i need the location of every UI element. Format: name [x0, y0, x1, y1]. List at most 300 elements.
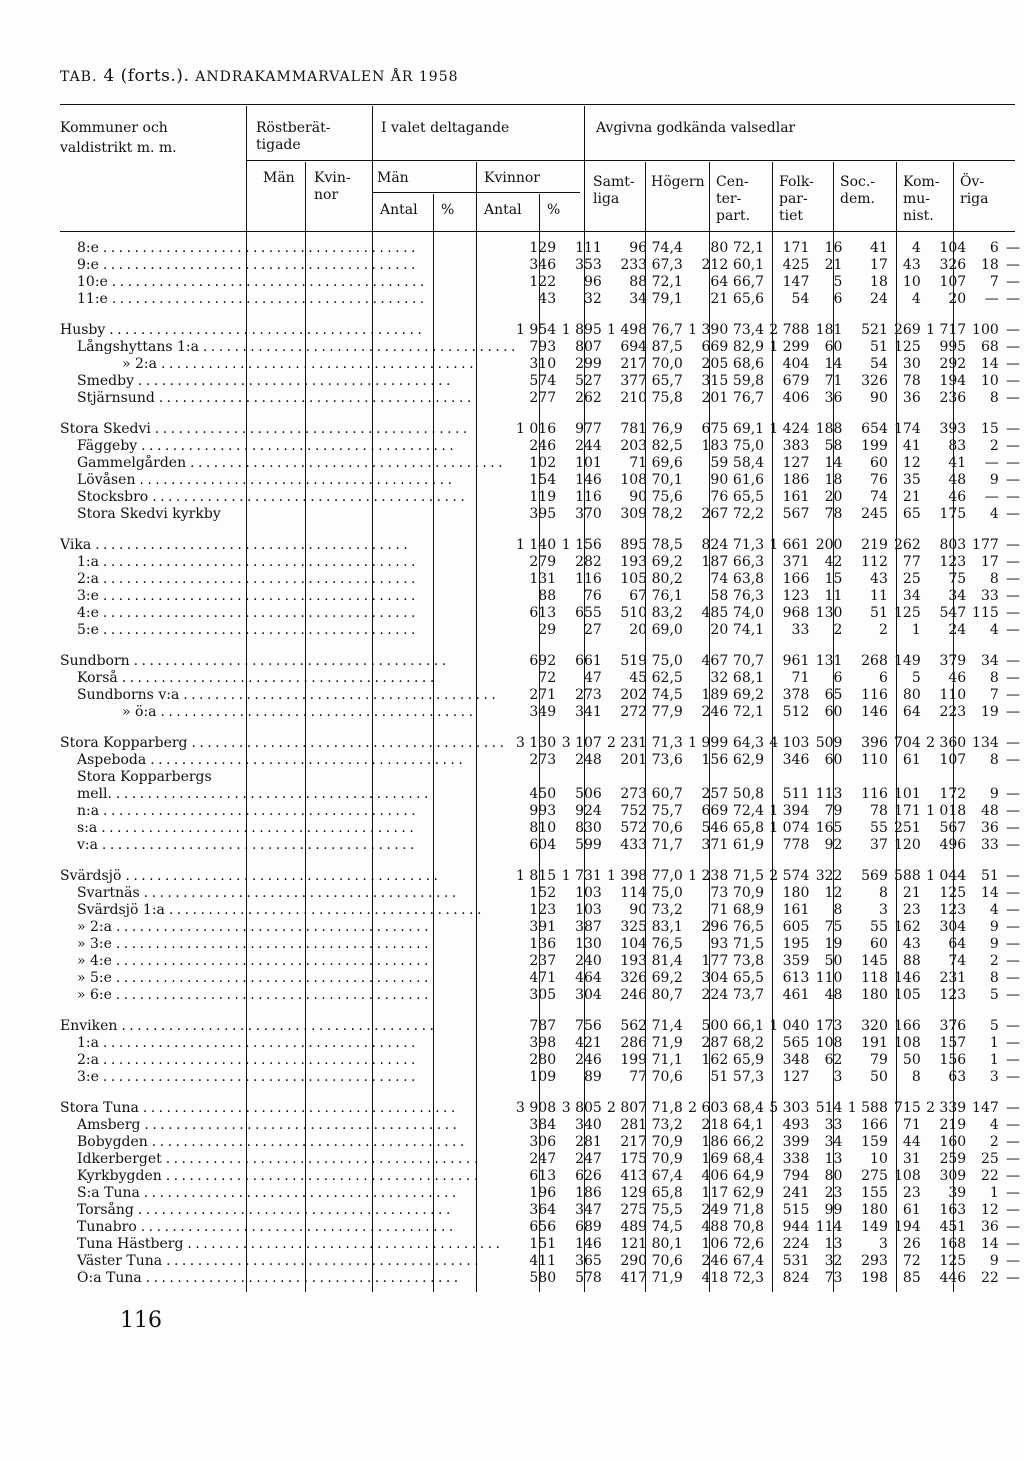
cell-value: —: [1006, 1018, 1020, 1034]
cell-value: 968: [782, 605, 810, 621]
cell-value: 231: [939, 970, 967, 986]
cell-value: 82,9: [732, 339, 765, 355]
cell-value: 793: [529, 339, 557, 355]
cell-value: —: [1006, 987, 1020, 1003]
cell-value: 72,4: [732, 803, 765, 819]
cell-value: 47: [583, 670, 602, 686]
cell-value: —: [1006, 291, 1020, 307]
cell-value: 50: [902, 1052, 921, 1068]
cell-value: 391: [529, 919, 557, 935]
cell-value: 527: [575, 373, 602, 389]
cell-value: 45: [629, 670, 648, 686]
cell-value: 72: [538, 670, 557, 686]
cell-value: 51: [870, 339, 888, 355]
cell-value: 36: [980, 820, 999, 836]
cell-value: 257: [701, 786, 729, 802]
table-row: [60, 1069, 1024, 1086]
table-row: [60, 506, 1024, 523]
cell-value: 8: [989, 390, 999, 406]
row-name: » 3:e . . . . . . . . . . . . . . . . . . . . . . . . . . . . . . . . . . . . . . . .: [77, 936, 428, 952]
cell-value: 65: [824, 687, 843, 703]
cell-value: 72,1: [732, 704, 765, 720]
cell-value: 694: [620, 339, 648, 355]
cell-value: 33: [980, 837, 999, 853]
spacer-cell: [60, 1086, 1024, 1100]
cell-value: 74,1: [732, 622, 765, 638]
cell-value: 12: [902, 455, 921, 471]
table-row: [60, 489, 1024, 506]
cell-value: 76,5: [651, 936, 683, 952]
cell-value: 399: [782, 1134, 810, 1150]
cell-value: 485: [701, 605, 729, 621]
cell-value: 71: [902, 1117, 921, 1133]
cell-value: [768, 769, 813, 786]
cell-value: 110: [861, 752, 888, 768]
dot-leader: . . . . . . . . . . . . . . . . . . . . . . . . . . . . . . . . . . . . . . . .: [179, 687, 496, 703]
cell-value: 60: [870, 455, 888, 471]
cell-value: 578: [575, 1270, 602, 1286]
cell-value: 120: [894, 837, 921, 853]
cell-value: 123: [782, 588, 810, 604]
cell-value: 80,7: [651, 987, 683, 1003]
cell-value: 218: [701, 1117, 729, 1133]
row-name: Väster Tuna . . . . . . . . . . . . . . . . . . . . . . . . . . . . . . . . . . . . . . . .: [77, 1253, 479, 1269]
col-head-soc1: Soc.-: [840, 174, 876, 190]
cell-value: 111: [575, 240, 602, 256]
cell-value: 3: [878, 1236, 888, 1252]
cell-value: 58: [824, 438, 843, 454]
cell-value: 20: [824, 489, 843, 505]
cell-value: —: [984, 455, 999, 471]
dot-leader: . . . . . . . . . . . . . . . . . . . . . . . . . . . . . . . . . . . . . . . .: [98, 240, 415, 256]
cell-value: 157: [939, 1035, 967, 1051]
cell-value: 104: [620, 936, 648, 952]
cell-value: 80: [710, 240, 729, 256]
table-row: [60, 455, 1024, 472]
cell-value: 5: [833, 274, 843, 290]
cell-value: 212: [701, 257, 729, 273]
cell-value: 199: [861, 438, 888, 454]
cell-value: 340: [575, 1117, 602, 1133]
cell-value: 70,0: [651, 356, 683, 372]
cell-value: 433: [620, 837, 648, 853]
cell-value: 547: [939, 605, 967, 621]
cell-value: 287: [701, 1035, 729, 1051]
dot-leader: . . . . . . . . . . . . . . . . . . . . . . . . . . . . . . . . . . . . . . . .: [146, 752, 463, 768]
cell-value: —: [1006, 240, 1020, 256]
row-name: 1:a . . . . . . . . . . . . . . . . . . . . . . . . . . . . . . . . . . . . . . . .: [77, 554, 415, 570]
cell-value: 34: [948, 588, 967, 604]
cell-value: 1: [989, 1035, 999, 1051]
cell-value: 572: [620, 820, 648, 836]
spacer-cell: [60, 523, 1024, 537]
cell-value: —: [1006, 704, 1020, 720]
cell-value: 201: [701, 390, 729, 406]
row-name: Tunabro . . . . . . . . . . . . . . . . . . . . . . . . . . . . . . . . . . . . . . . .: [77, 1219, 453, 1235]
cell-value: 692: [529, 653, 557, 669]
row-name: Svartnäs . . . . . . . . . . . . . . . . . . . . . . . . . . . . . . . . . . . . . . . .: [77, 885, 456, 901]
cell-value: 6: [878, 670, 888, 686]
cell-value: 413: [620, 1168, 648, 1184]
cell-value: 4: [989, 902, 999, 918]
spacer-cell: [60, 854, 1024, 868]
cell-value: 108: [894, 1168, 921, 1184]
cell-value: 80: [902, 687, 921, 703]
dot-leader: . . . . . . . . . . . . . . . . . . . . . . . . . . . . . . . . . . . . . . . .: [139, 885, 456, 901]
table-row: [60, 769, 1024, 786]
dot-leader: . . . . . . . . . . . . . . . . . . . . . . . . . . . . . . . . . . . . . . . .: [135, 472, 452, 488]
cell-value: 75: [824, 919, 843, 935]
cell-value: 15: [824, 571, 843, 587]
cell-value: 371: [782, 554, 810, 570]
cell-value: 75,0: [651, 653, 683, 669]
cell-value: 304: [575, 987, 602, 1003]
cell-value: 77,9: [651, 704, 683, 720]
cell-value: 267: [701, 506, 729, 522]
cell-value: 114: [620, 885, 648, 901]
cell-value: 70,6: [651, 1069, 683, 1085]
cell-value: 20: [629, 622, 648, 638]
table-row: [60, 837, 1024, 854]
row-name: Stora Kopparberg . . . . . . . . . . . . . . . . . . . . . . . . . . . . . . . . . . . . . . . .: [60, 735, 504, 751]
cell-value: 136: [529, 936, 557, 952]
cell-value: 65,6: [732, 291, 765, 307]
cell-value: 756: [575, 1018, 602, 1034]
cell-value: 599: [575, 837, 602, 853]
table-row: [60, 291, 1024, 308]
cell-value: 613: [529, 605, 557, 621]
cell-value: 450: [529, 786, 557, 802]
cell-value: 88: [902, 953, 921, 969]
cell-value: 275: [620, 1202, 648, 1218]
cell-value: 246: [620, 987, 648, 1003]
table-row: [60, 1052, 1024, 1069]
table-row: [60, 687, 1024, 704]
cell-value: 154: [529, 472, 557, 488]
cell-value: 961: [782, 653, 810, 669]
cell-value: 1 390: [688, 322, 729, 338]
table-row: [60, 670, 1024, 687]
cell-value: 290: [620, 1253, 648, 1269]
cell-value: 515: [782, 1202, 810, 1218]
row-name: Svärdsjö . . . . . . . . . . . . . . . . . . . . . . . . . . . . . . . . . . . . . . . .: [60, 868, 438, 884]
cell-value: 43: [538, 291, 557, 307]
cell-value: 77: [902, 554, 921, 570]
cell-value: —: [1006, 820, 1020, 836]
cell-value: 348: [782, 1052, 810, 1068]
table-row: [60, 735, 1024, 752]
cell-value: 1 040: [769, 1018, 810, 1034]
cell-value: 521: [861, 322, 888, 338]
table-row: [60, 1270, 1024, 1287]
cell-value: 219: [861, 537, 888, 553]
cell-value: 689: [575, 1219, 602, 1235]
cell-value: 1 394: [769, 803, 810, 819]
cell-value: 24: [948, 622, 967, 638]
cell-value: —: [1006, 1185, 1020, 1201]
dot-leader: . . . . . . . . . . . . . . . . . . . . . . . . . . . . . . . . . . . . . . . .: [98, 571, 415, 587]
cell-value: 71,8: [732, 1202, 765, 1218]
cell-value: 306: [529, 1134, 557, 1150]
cell-value: 123: [939, 902, 967, 918]
cell-value: —: [1006, 489, 1020, 505]
cell-value: 654: [861, 421, 888, 437]
table-row: [60, 257, 1024, 274]
cell-value: 64,3: [732, 735, 765, 751]
cell-value: 181: [815, 322, 843, 338]
dot-leader: . . . . . . . . . . . . . . . . . . . . . . . . . . . . . . . . . . . . . . . .: [112, 919, 429, 935]
cell-value: 467: [701, 653, 729, 669]
dot-leader: . . . . . . . . . . . . . . . . . . . . . . . . . . . . . . . . . . . . . . . .: [157, 356, 474, 372]
cell-value: 471: [529, 970, 557, 986]
row-name: 2:a . . . . . . . . . . . . . . . . . . . . . . . . . . . . . . . . . . . . . . . .: [77, 571, 415, 587]
cell-value: 794: [782, 1168, 810, 1184]
cell-value: 679: [782, 373, 810, 389]
cell-value: 71,4: [651, 1018, 683, 1034]
table-row: [60, 1035, 1024, 1052]
cell-value: 396: [861, 735, 888, 751]
cell-value: 68,4: [732, 1151, 765, 1167]
cell-value: 613: [782, 970, 810, 986]
cell-value: 76,7: [732, 390, 765, 406]
cell-value: 2 360: [926, 735, 967, 751]
col-head-kommuner: Kommuner och: [60, 120, 168, 136]
cell-value: 101: [894, 786, 921, 802]
cell-value: 1 156: [561, 537, 602, 553]
cell-value: 567: [939, 820, 967, 836]
cell-value: 567: [782, 506, 810, 522]
cell-value: 626: [575, 1168, 602, 1184]
cell-value: 71: [710, 902, 729, 918]
cell-value: 41: [948, 455, 967, 471]
cell-value: 21: [710, 291, 729, 307]
cell-value: 75,6: [651, 489, 683, 505]
cell-value: 546: [701, 820, 729, 836]
cell-value: 514: [815, 1100, 843, 1116]
row-name: Korså . . . . . . . . . . . . . . . . . . . . . . . . . . . . . . . . . . . . . . . .: [77, 670, 434, 686]
cell-value: 233: [620, 257, 648, 273]
cell-value: 36: [902, 390, 921, 406]
cell-value: 281: [575, 1134, 602, 1150]
cell-value: 1 999: [688, 735, 729, 751]
cell-value: 574: [529, 373, 557, 389]
cell-value: 488: [701, 1219, 729, 1235]
cell-value: 1: [989, 1185, 999, 1201]
dot-leader: . . . . . . . . . . . . . . . . . . . . . . . . . . . . . . . . . . . . . . . .: [98, 588, 415, 604]
cell-value: 379: [939, 653, 967, 669]
row-name: Långshyttans 1:a . . . . . . . . . . . . . . . . . . . . . . . . . . . . . . . . . . . . . . . .: [77, 339, 515, 355]
cell-value: 248: [575, 752, 602, 768]
cell-value: 1: [911, 622, 921, 638]
cell-value: 8: [911, 1069, 921, 1085]
cell-value: 299: [575, 356, 602, 372]
cell-value: 147: [782, 274, 810, 290]
heading-text: ANDRAKAMMARVALEN ÅR 1958: [195, 69, 459, 85]
group-spacer: [60, 308, 1024, 322]
cell-value: —: [1006, 390, 1020, 406]
cell-value: 72,1: [651, 274, 683, 290]
cell-value: 60: [824, 752, 843, 768]
table-row: [60, 752, 1024, 769]
row-name: Lövåsen . . . . . . . . . . . . . . . . . . . . . . . . . . . . . . . . . . . . . . . .: [77, 472, 452, 488]
cell-value: 781: [620, 421, 648, 437]
cell-value: 62,5: [651, 670, 683, 686]
spacer-cell: [60, 721, 1024, 735]
cell-value: 69,1: [732, 421, 765, 437]
cell-value: 73: [710, 885, 729, 901]
cell-value: 108: [620, 472, 648, 488]
cell-value: [846, 769, 891, 786]
cell-value: 370: [575, 506, 602, 522]
col-head-pct2: %: [547, 202, 561, 218]
cell-value: 74,0: [732, 605, 765, 621]
row-name: » ö:a . . . . . . . . . . . . . . . . . . . . . . . . . . . . . . . . . . . . . . . .: [122, 704, 473, 720]
cell-value: 68,4: [732, 1100, 765, 1116]
dot-leader: . . . . . . . . . . . . . . . . . . . . . . . . . . . . . . . . . . . . . . . .: [98, 1052, 415, 1068]
cell-value: 1 588: [847, 1100, 888, 1116]
table-row: [60, 421, 1024, 438]
cell-value: 247: [529, 1151, 557, 1167]
cell-value: 64: [710, 274, 729, 290]
cell-value: 168: [939, 1236, 967, 1252]
cell-value: 125: [939, 885, 967, 901]
table-row: [60, 902, 1024, 919]
cell-value: 43: [902, 257, 921, 273]
cell-value: 51: [980, 868, 999, 884]
dot-leader: . . . . . . . . . . . . . . . . . . . . . . . . . . . . . . . . . . . . . . . .: [139, 1185, 456, 1201]
table-row: [60, 1018, 1024, 1035]
dot-leader: . . . . . . . . . . . . . . . . . . . . . . . . . . . . . . . . . . . . . . . .: [161, 1151, 478, 1167]
cell-value: 1 398: [607, 868, 648, 884]
table-row: [60, 885, 1024, 902]
cell-value: 161: [782, 902, 810, 918]
cell-value: 74: [870, 489, 888, 505]
cell-value: 9: [989, 1253, 999, 1269]
cell-value: 281: [620, 1117, 648, 1133]
cell-value: 175: [939, 506, 967, 522]
cell-value: 68,6: [732, 356, 765, 372]
table-row: [60, 704, 1024, 721]
cell-value: 69,2: [651, 554, 683, 570]
dot-leader: . . . . . . . . . . . . . . . . . . . . . . . . . . . . . . . . . . . . . . . .: [147, 1134, 464, 1150]
cell-value: 177: [701, 953, 729, 969]
cell-value: 69,2: [651, 970, 683, 986]
cell-value: 65,8: [651, 1185, 683, 1201]
dot-leader: . . . . . . . . . . . . . . . . . . . . . . . . . . . . . . . . . . . . . . . .: [161, 1168, 478, 1184]
cell-value: 105: [894, 987, 921, 1003]
cell-value: 76: [710, 489, 729, 505]
cell-value: 60: [824, 704, 843, 720]
cell-value: 71,8: [651, 1100, 683, 1116]
col-head-man: Män: [263, 170, 295, 186]
cell-value: 17: [870, 257, 888, 273]
cell-value: 103: [575, 885, 602, 901]
dot-leader: . . . . . . . . . . . . . . . . . . . . . . . . . . . . . . . . . . . . . . . .: [150, 421, 467, 437]
row-name: Sundborn . . . . . . . . . . . . . . . . . . . . . . . . . . . . . . . . . . . . . . . .: [60, 653, 446, 669]
cell-value: —: [1006, 919, 1020, 935]
cell-value: 305: [529, 987, 557, 1003]
cell-value: [560, 769, 606, 786]
tab-label: TAB.: [60, 69, 98, 85]
cell-value: 1 424: [769, 421, 810, 437]
cell-value: 246: [529, 438, 557, 454]
cell-value: 3 130: [516, 735, 557, 751]
cell-value: 130: [575, 936, 602, 952]
cell-value: —: [1006, 537, 1020, 553]
cell-value: 63: [948, 1069, 967, 1085]
cell-value: 993: [529, 803, 557, 819]
cell-value: —: [1006, 1151, 1020, 1167]
cell-value: 21: [824, 257, 843, 273]
cell-value: 194: [894, 1219, 921, 1235]
cell-value: 155: [861, 1185, 888, 1201]
cell-value: 383: [782, 438, 810, 454]
cell-value: 75,8: [651, 390, 683, 406]
dot-leader: . . . . . . . . . . . . . . . . . . . . . . . . . . . . . . . . . . . . . . . .: [111, 786, 428, 802]
cell-value: 65,7: [651, 373, 683, 389]
row-name: Smedby . . . . . . . . . . . . . . . . . . . . . . . . . . . . . . . . . . . . . . . .: [77, 373, 450, 389]
row-name: Bobygden . . . . . . . . . . . . . . . . . . . . . . . . . . . . . . . . . . . . . . . .: [77, 1134, 464, 1150]
cell-value: 205: [701, 356, 729, 372]
col-head-rostber2: tigade: [256, 137, 301, 153]
cell-value: 271: [529, 687, 557, 703]
cell-value: —: [1006, 1134, 1020, 1150]
dot-leader: . . . . . . . . . . . . . . . . . . . . . . . . . . . . . . . . . . . . . . . .: [141, 1270, 458, 1286]
cell-value: 14: [824, 455, 843, 471]
col-head-soc2: dem.: [840, 191, 875, 207]
cell-value: 273: [575, 687, 602, 703]
cell-value: 752: [620, 803, 648, 819]
dot-leader: . . . . . . . . . . . . . . . . . . . . . . . . . . . . . . . . . . . . . . . .: [105, 322, 422, 338]
row-name: 3:e . . . . . . . . . . . . . . . . . . . . . . . . . . . . . . . . . . . . . . . .: [77, 1069, 415, 1085]
table-row: [60, 1100, 1024, 1117]
cell-value: 183: [701, 438, 729, 454]
row-name: 10:e . . . . . . . . . . . . . . . . . . . . . . . . . . . . . . . . . . . . . . . .: [77, 274, 424, 290]
cell-value: 110: [939, 687, 967, 703]
spacer-cell: [60, 407, 1024, 421]
cell-value: 29: [538, 622, 557, 638]
cell-value: 180: [782, 885, 810, 901]
row-name: Ö:a Tuna . . . . . . . . . . . . . . . . . . . . . . . . . . . . . . . . . . . . . . . .: [77, 1270, 458, 1286]
cell-value: 9: [989, 472, 999, 488]
cell-value: 510: [620, 605, 648, 621]
row-name: Stora Skedvi kyrkby: [77, 506, 221, 522]
cell-value: —: [1006, 554, 1020, 570]
col-head-avgivna: Avgivna godkända valsedlar: [596, 120, 796, 136]
cell-value: 146: [575, 1236, 602, 1252]
cell-value: 130: [815, 605, 843, 621]
cell-value: 186: [701, 1134, 729, 1150]
cell-value: 2: [833, 622, 843, 638]
dot-leader: . . . . . . . . . . . . . . . . . . . . . . . . . . . . . . . . . . . . . . . .: [99, 803, 416, 819]
cell-value: 4 103: [769, 735, 810, 751]
cell-value: 90: [629, 902, 648, 918]
cell-value: —: [1006, 953, 1020, 969]
cell-value: 387: [575, 919, 602, 935]
cell-value: 73,2: [651, 1117, 683, 1133]
cell-value: 17: [980, 554, 999, 570]
cell-value: 1 016: [516, 421, 557, 437]
cell-value: —: [1006, 786, 1020, 802]
cell-value: 102: [529, 455, 557, 471]
cell-value: 83: [948, 438, 967, 454]
cell-value: 147: [972, 1100, 999, 1116]
cell-value: 146: [575, 472, 602, 488]
dot-leader: . . . . . . . . . . . . . . . . . . . . . . . . . . . . . . . . . . . . . . . .: [187, 735, 504, 751]
cell-value: 6: [989, 240, 999, 256]
cell-value: 123: [939, 554, 967, 570]
cell-value: —: [1006, 735, 1020, 751]
